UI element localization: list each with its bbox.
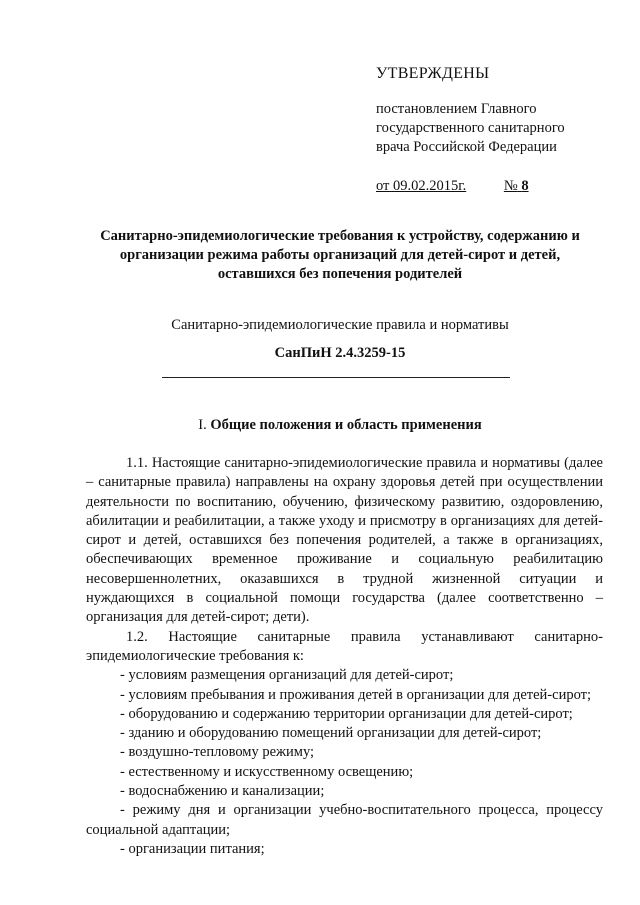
paragraph: 1.2. Настоящие санитарные правила устанавливают санитарно-эпидемиологические требования к: [86,628,603,664]
approval-date-line [376,177,616,196]
approval-number [504,178,529,194]
list-item: - условиям пребывания и проживания детей в организации для детей-сирот; [120,686,592,703]
number-value: 8 [521,178,529,194]
list-item: - условиям размещения организаций для детей-сирот; [120,667,454,684]
list-item: - водоснабжению и канализации; [120,783,325,800]
list-item: - организации питания; [120,840,265,857]
list-item: - режиму дня и организации учебно-воспитательного процесса, процессу социальной адаптации; [86,802,603,838]
document-subtitle: Санитарно-эпидемиологические правила и нормативы [171,317,509,333]
approval-lines [376,100,616,157]
approval-title: УТВЕРЖДЕНЫ [376,65,490,82]
list-item: - зданию и оборудованию помещений организации для детей-сирот; [120,725,542,742]
approval-line: постановлением Главного [376,101,537,117]
document-title [70,227,610,284]
list-item: - естественному и искусственному освещению; [120,763,414,780]
approval-line: врача Российской Федерации [376,139,557,155]
document-code: СанПиН 2.4.3259-15 [274,345,406,361]
body-text [86,454,603,859]
number-label: № [503,178,518,194]
document-title-line: оставшихся без попечения родителей [217,266,463,282]
list-item: - оборудованию и содержанию территории организации для детей-сирот; [120,705,573,722]
document-title-line: Санитарно-эпидемиологические требования к устройству, содержанию и [100,228,580,244]
divider-line [162,377,510,378]
section-number: I. [198,417,207,433]
approval-line: государственного санитарного [376,120,565,136]
section-heading [70,416,610,435]
document-title-line: организации режима работы организаций для детей-сирот и детей, [119,247,561,263]
paragraph: 1.1. Настоящие санитарно-эпидемиологические правила и нормативы (далее – санитарные правила) направлены на охрану здоровья детей при осуществлении деятельности по воспитанию, обучению, физическому развитию, оздоровлению, абилитации и реабилитации, а также уходу и присмотру в организациях для детей-сирот и детей, оставшихся без попечения родителей, а также в организациях, обеспечивающих временное проживание и социальную реабилитацию несовершеннолетних, оказавшихся в трудной жизненной ситуации и нуждающихся в социальной помощи государства (далее соответственно – организация для детей-сирот; дети). [86,455,603,626]
list-item: - воздушно-тепловому режиму; [120,744,315,761]
approval-date: от 09.02.2015г. [376,178,467,194]
section-title: Общие положения и область применения [210,417,482,433]
approval-block [376,64,616,196]
